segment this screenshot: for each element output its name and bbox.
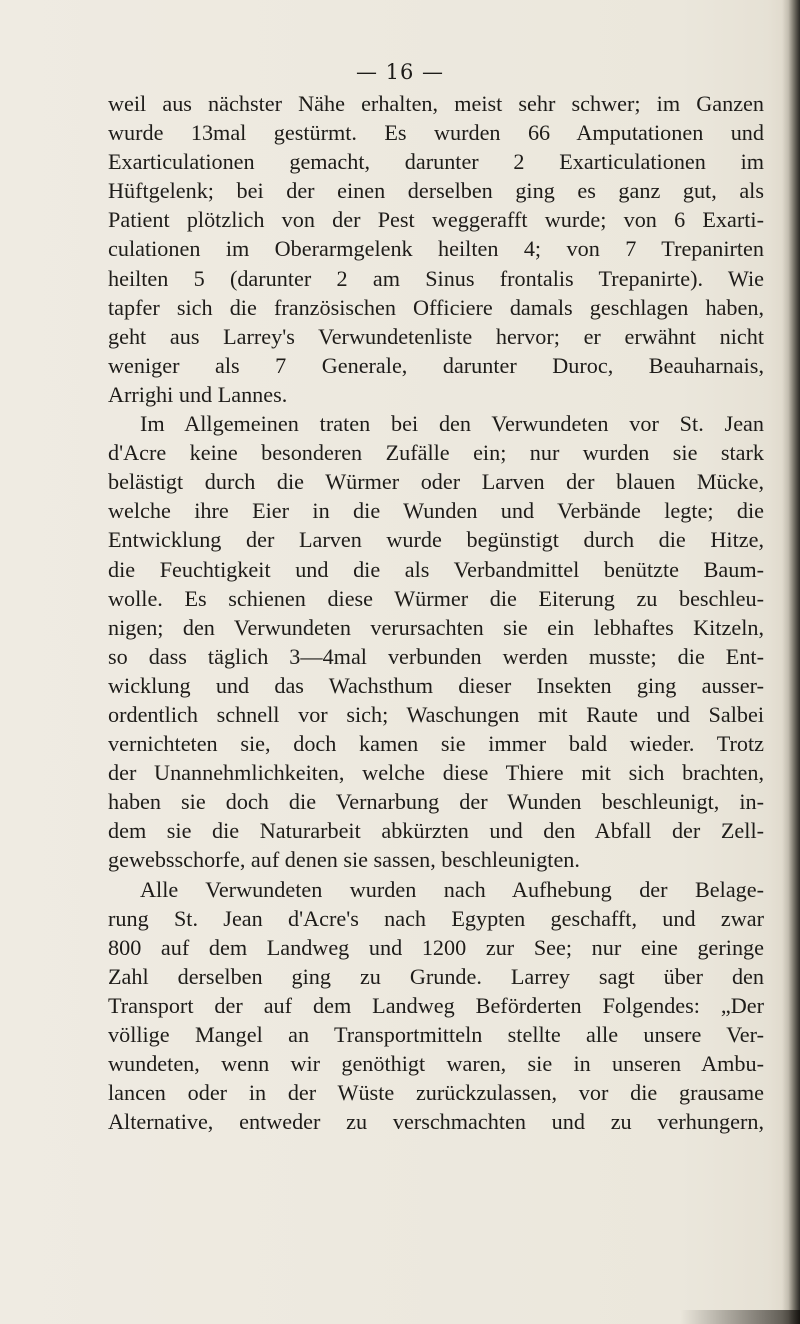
- text-line: Hüftgelenk; bei der einen derselben ging es ganz gut, als: [108, 178, 764, 204]
- text-line: Alternative, entweder zu verschmachten und zu verhungern,: [108, 1109, 764, 1135]
- text-line: weil aus nächster Nähe erhalten, meist sehr schwer; im Ganzen: [108, 91, 764, 116]
- text-line: Arrighi und Lannes.: [108, 381, 288, 407]
- text-line: völlige Mangel an Transportmitteln stellte alle unsere Ver-: [108, 1022, 764, 1047]
- text-line: ordentlich schnell vor sich; Waschungen mit Raute und Salbei: [108, 701, 764, 727]
- text-line: Exarticulationen gemacht, darunter 2 Exarticulationen im: [108, 149, 764, 175]
- text-line: culationen im Oberarmgelenk heilten 4; von 7 Trepanirten: [108, 236, 764, 262]
- text-line: 800 auf dem Landweg und 1200 zur See; nur eine geringe: [108, 934, 764, 960]
- text-line: welche ihre Eier in die Wunden und Verbände legte; die: [108, 498, 764, 524]
- text-line: rung St. Jean d'Acre's nach Egypten geschafft, und zwar: [108, 905, 764, 931]
- text-line: geht aus Larrey's Verwundetenliste hervor; er erwähnt nicht: [108, 323, 764, 349]
- text-line: haben sie doch die Vernarbung der Wunden beschleunigt, in-: [108, 789, 764, 815]
- text-line: Im Allgemeinen traten bei den Verwundeten vor St. Jean: [140, 411, 764, 437]
- text-line: so dass täglich 3—4mal verbunden werden musste; die Ent-: [108, 643, 764, 669]
- body-text: [108, 89, 764, 1136]
- text-line: wicklung und das Wachsthum dieser Insekten ging ausser-: [108, 672, 764, 698]
- text-line: Zahl derselben ging zu Grunde. Larrey sagt über den: [108, 963, 764, 989]
- text-line: tapfer sich die französischen Officiere damals geschlagen haben,: [108, 294, 764, 320]
- text-line: Transport der auf dem Landweg Beförderten Folgendes: „Der: [108, 992, 764, 1018]
- text-line: vernichteten sie, doch kamen sie immer bald wieder. Trotz: [108, 731, 764, 757]
- text-line: heilten 5 (darunter 2 am Sinus frontalis Trepanirte). Wie: [108, 265, 764, 291]
- text-line: nigen; den Verwundeten verursachten sie ein lebhaftes Kitzeln,: [108, 614, 764, 640]
- page-edge-shadow: [782, 0, 800, 1324]
- text-line: die Feuchtigkeit und die als Verbandmittel benützte Baum-: [108, 556, 764, 582]
- text-line: lancen oder in der Wüste zurückzulassen, vor die grausame: [108, 1080, 764, 1106]
- text-line: Alle Verwundeten wurden nach Aufhebung der Belage-: [140, 876, 764, 902]
- text-line: der Unannehmlichkeiten, welche diese Thiere mit sich brachten,: [108, 760, 764, 786]
- text-line: wurde 13mal gestürmt. Es wurden 66 Amputationen und: [108, 120, 764, 146]
- text-line: Entwicklung der Larven wurde begünstigt durch die Hitze,: [108, 527, 764, 553]
- text-line: wolle. Es schienen diese Würmer die Eiterung zu beschleu-: [108, 585, 764, 611]
- text-line: wundeten, wenn wir genöthigt waren, sie in unseren Ambu-: [108, 1051, 764, 1077]
- text-line: gewebsschorfe, auf denen sie sassen, beschleunigten.: [108, 847, 580, 873]
- text-line: Patient plötzlich von der Pest weggerafft wurde; von 6 Exarti-: [108, 207, 764, 233]
- text-line: belästigt durch die Würmer oder Larven der blauen Mücke,: [108, 469, 764, 495]
- text-line: weniger als 7 Generale, darunter Duroc, Beauharnais,: [108, 352, 764, 378]
- page-number: — 16 —: [355, 60, 445, 84]
- text-line: d'Acre keine besonderen Zufälle ein; nur wurden sie stark: [108, 440, 764, 466]
- page-corner-shadow: [680, 1310, 800, 1324]
- text-line: dem sie die Naturarbeit abkürzten und den Abfall der Zell-: [108, 818, 764, 844]
